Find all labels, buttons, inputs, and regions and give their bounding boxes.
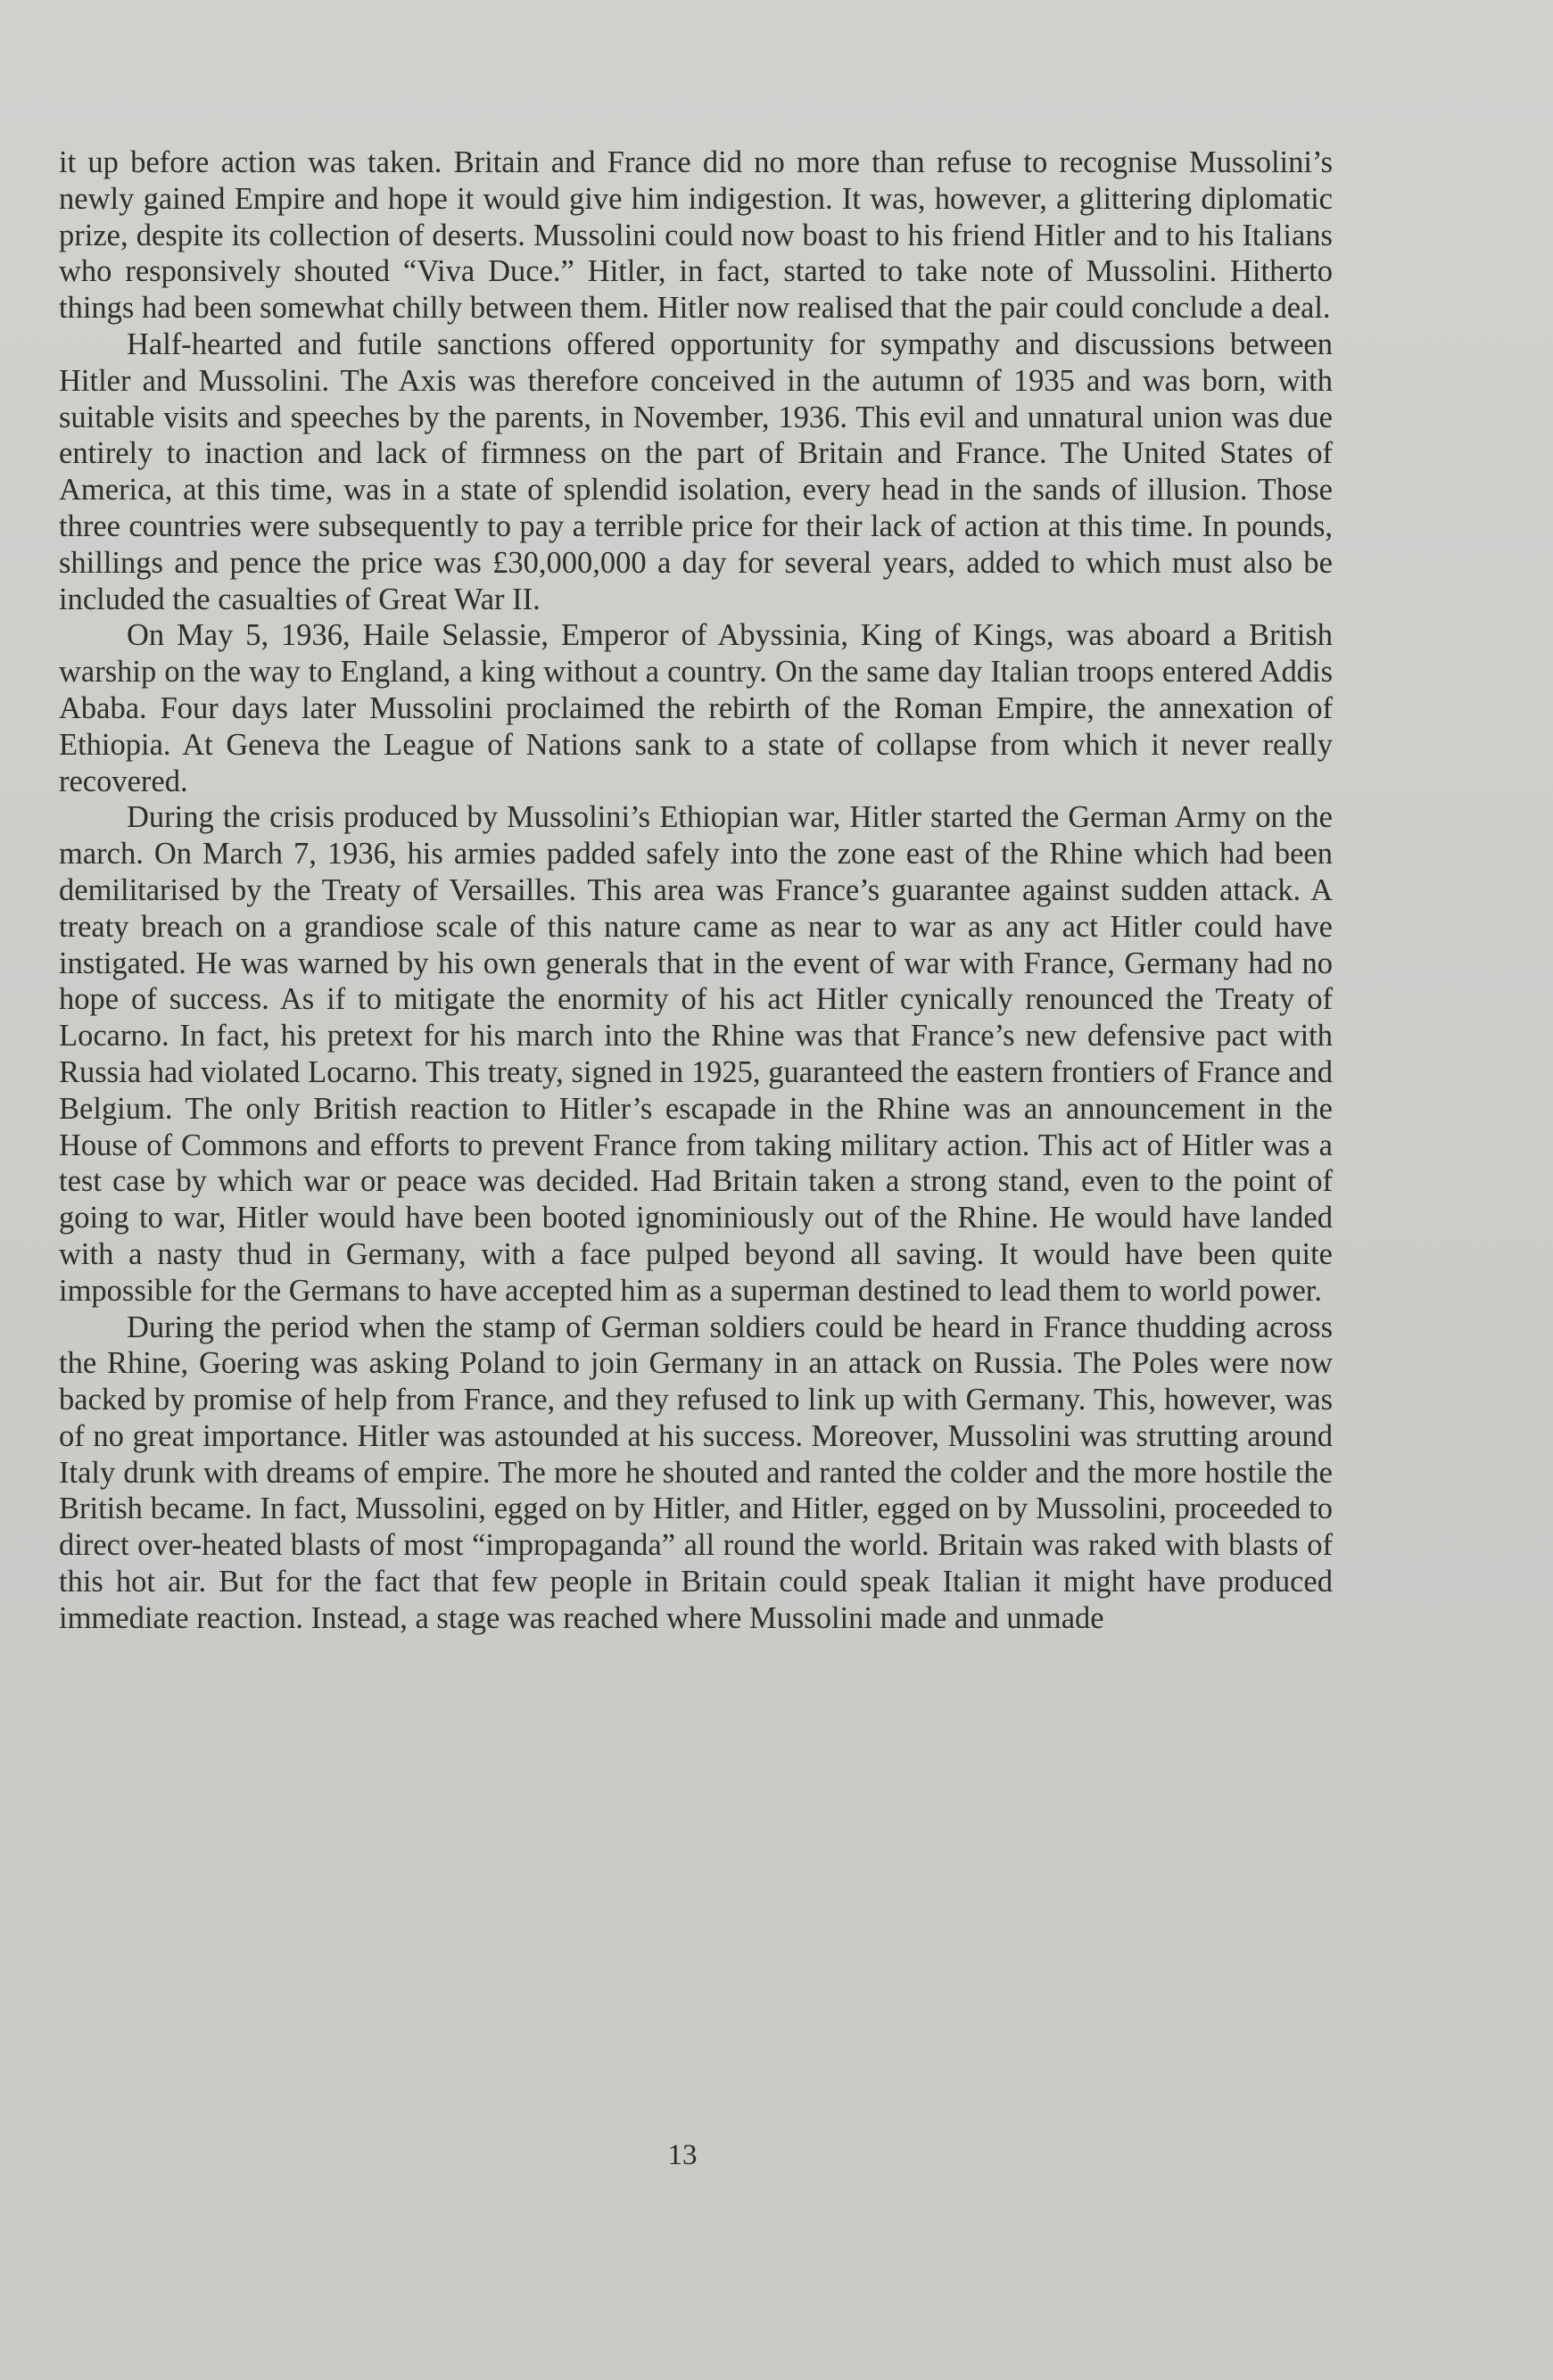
paragraph: During the period when the stamp of German soldiers could be heard in France thudding across the Rhine, Goering was asking Poland to join Germany in an attack on Russia. The Poles were now backed by promise of help from France, and they refused to link up with Germany. This, however, was of no great importance. Hitler was astounded at his success. Moreover, Mussolini was strutting around Italy drunk with dreams of empire. The more he shouted and ranted the colder and the more hostile the British became. In fact, Mussolini, egged on by Hitler, and Hitler, egged on by Mussolini, proceeded to direct over-heated blasts of most “impropaganda” all round the world. Britain was raked with blasts of this hot air. But for the fact that few people in Britain could speak Italian it might have produced immediate reaction. Instead, a stage was reached where Mussolini made and unmade — [59, 1310, 1333, 1635]
page-number: 13 — [667, 2139, 698, 2171]
paragraph: Half-hearted and futile sanctions offered opportunity for sympathy and discussions between Hitler and Mussolini. The Axis was therefore conceived in the autumn of 1935 and was born, with suitable visits and speeches by the parents, in November, 1936. This evil and unnatural union was due entirely to inaction and lack of firmness on the part of Britain and France. The United States of America, at this time, was in a state of splendid isolation, every head in the sands of illusion. Those three countries were subsequently to pay a terrible price for their lack of action at this time. In pounds, shillings and pence the price was £30,000,000 a day for several years, added to which must also be included the casualties of Great War II. — [59, 326, 1333, 616]
paragraph: During the crisis produced by Mussolini’s Ethiopian war, Hitler started the German Army on the march. On March 7, 1936, his armies padded safely into the zone east of the Rhine which had been demilitarised by the Treaty of Versailles. This area was France’s guarantee against sudden attack. A treaty breach on a grandiose scale of this nature came as near to war as any act Hitler could have instigated. He was warned by his own generals that in the event of war with France, Germany had no hope of success. As if to mitigate the enormity of his act Hitler cynically renounced the Treaty of Locarno. In fact, his pretext for his march into the Rhine was that France’s new defensive pact with Russia had violated Locarno. This treaty, signed in 1925, guaranteed the eastern frontiers of France and Belgium. The only British reaction to Hitler’s escapade in the Rhine was an announcement in the House of Commons and efforts to prevent France from taking military action. This act of Hitler was a test case by which war or peace was decided. Had Britain taken a strong stand, even to the point of going to war, Hitler would have been booted ignominiously out of the Rhine. He would have landed with a nasty thud in Germany, with a face pulped beyond all saving. It would have been quite impossible for the Germans to have accepted him as a superman destined to lead them to world power. — [59, 800, 1333, 1308]
paragraph: it up before action was taken. Britain and France did no more than refuse to recognise Mussolini’s newly gained Empire and hope it would give him indigestion. It was, however, a glittering diplomatic prize, despite its collection of deserts. Mussolini could now boast to his friend Hitler and to his Italians who responsively shouted “Viva Duce.” Hitler, in fact, started to take note of Mussolini. Hitherto things had been somewhat chilly between them. Hitler now realised that the pair could conclude a deal. — [59, 145, 1333, 326]
paragraph: On May 5, 1936, Haile Selassie, Emperor of Abyssinia, King of Kings, was aboard a British warship on the way to England, a king without a country. On the same day Italian troops entered Addis Ababa. Four days later Mussolini proclaimed the rebirth of the Roman Empire, the annexation of Ethiopia. At Geneva the League of Nations sank to a state of collapse from which it never really recovered. — [59, 618, 1333, 798]
body-text — [59, 145, 1333, 1637]
